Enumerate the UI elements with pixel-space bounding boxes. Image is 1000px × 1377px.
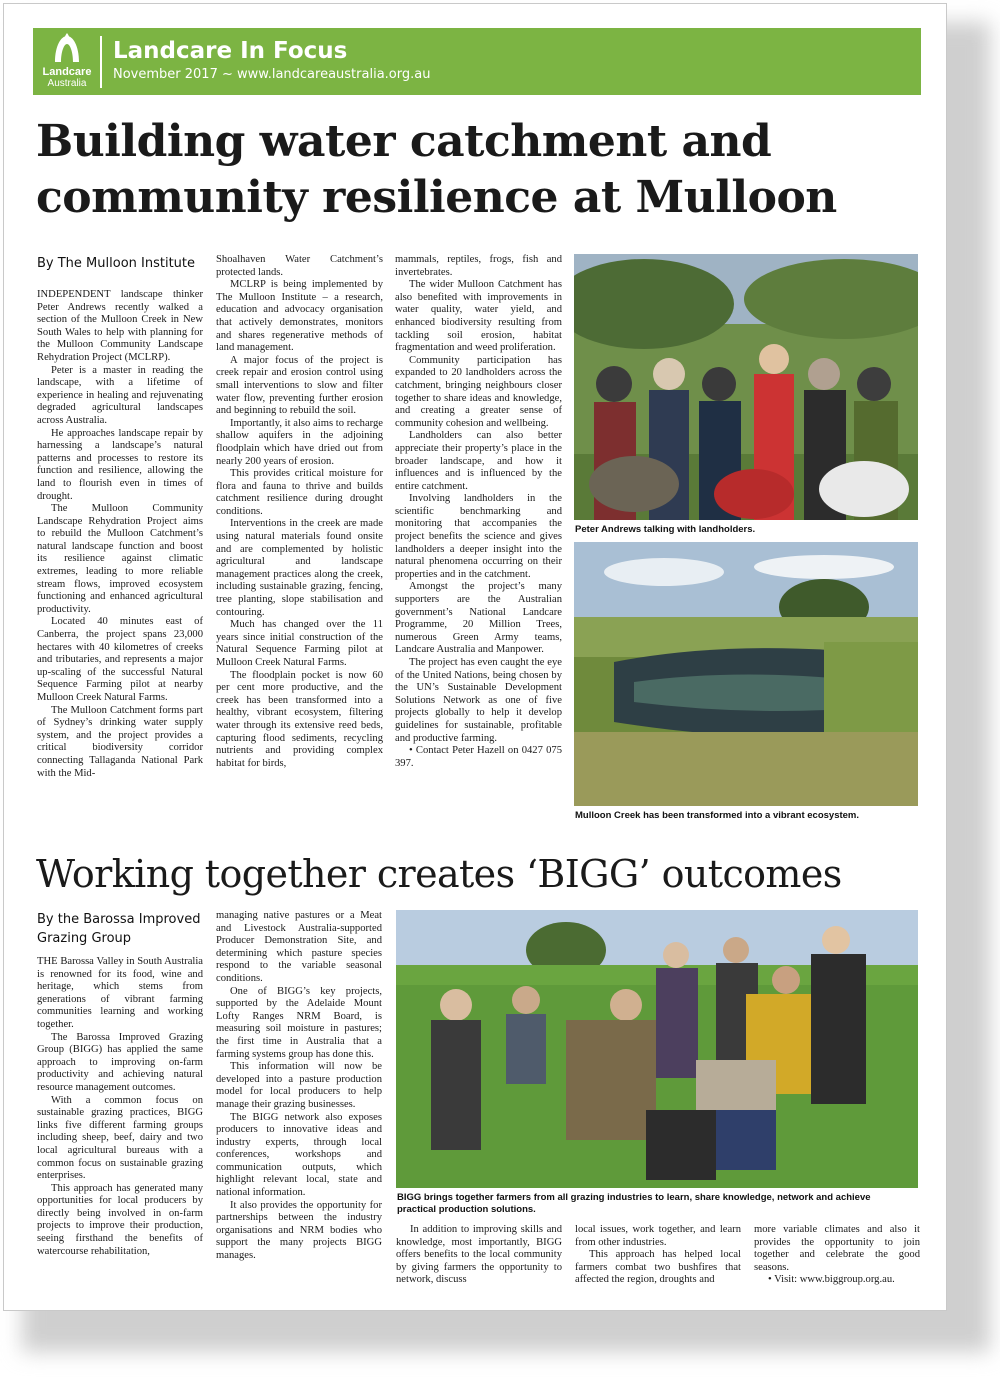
- paragraph: Amongst the project’s many supporters are the Australian government’s National Landcare Programme, 20 Million Trees, numerous Green Army teams, Landcare Australia and Manpower.: [395, 581, 562, 656]
- article2-byline: [37, 910, 200, 948]
- paragraph: With a common focus on sustainable grazing practices, BIGG links five different farming groups including sheep, beef, dairy and two local agricultural bureaus with a common focus on sustainable grazing enterprises.: [37, 1094, 203, 1182]
- paragraph: local issues, work together, and learn from other industries.: [575, 1224, 741, 1248]
- paragraph: Peter is a master in reading the landscape, with a lifetime of experience in healing and rejuvenating degraded agricultural landscapes across Australia.: [37, 364, 203, 426]
- landcare-logo-icon: [52, 32, 82, 64]
- paragraph: The Mulloon Community Landscape Rehydration Project aims to rebuild the Mulloon Catchment’s natural landscape function and boost its resilience against climatic extremes, leading to more reliable stream flows, improved ecosystem functioning and enhanced agricultural productivity.: [37, 503, 203, 615]
- paragraph: This provides critical moisture for flora and fauna to thrive and builds catchment resilience during drought conditions.: [216, 468, 383, 517]
- paragraph: Importantly, it also aims to recharge shallow aquifers in the adjoining floodplain which have dried out from nearly 200 years of erosion.: [216, 417, 383, 467]
- article2-headline: Working together creates ‘BIGG’ outcomes: [36, 852, 842, 896]
- paragraph: He approaches landscape repair by harnessing a landscape’s natural patterns and processes to restore its function and resilience, allowing the land to flourish even in times of drought.: [37, 427, 203, 502]
- paragraph: INDEPENDENT landscape thinker Peter Andrews recently walked a section of the Mulloon Creek in New South Wales to help with planning for the Mulloon Community Landscape Rehydration Project (MCLRP).: [37, 289, 203, 363]
- article2-byline-line2: Grazing Group: [37, 931, 132, 946]
- article2-column-1: [37, 956, 203, 1292]
- paragraph: A major focus of the project is creek repair and erosion control using small interventions to slow and filter water flow, preventing further erosion and beginning to rebuild the soil.: [216, 354, 383, 417]
- paragraph: MCLRP is being implemented by The Mulloon Institute – a research, education and advocacy organisation that actively demonstrates, monitors and shares regenerative methods of land management.: [216, 279, 383, 354]
- banner-divider: [100, 36, 102, 88]
- paragraph: mammals, reptiles, frogs, fish and invertebrates.: [395, 254, 562, 278]
- paragraph: Shoalhaven Water Catchment’s protected lands.: [216, 254, 383, 278]
- paragraph: This information will now be developed into a pasture production model for local producers to help manage their grazing businesses.: [216, 1061, 382, 1110]
- paragraph: The Mulloon Catchment forms part of Sydney’s drinking water supply system, and the project provides a critical biodiversity corridor connecting Tallaganda National Park with the Mid-: [37, 704, 203, 779]
- paragraph: Landholders can also better appreciate their property’s place in the broader landscape, and how it influences and is influenced by the entire catchment.: [395, 430, 562, 492]
- photo-peter-andrews-landholders: [574, 254, 918, 520]
- photo-bigg-farmers: [396, 910, 918, 1188]
- paragraph: One of BIGG’s key projects, supported by the Adelaide Mount Lofty Ranges NRM Board, is measuring soil moisture in pastures; the first time in Australia that a farming systems group has done this.: [216, 985, 382, 1060]
- paragraph: It also provides the opportunity for partnerships between the industry organisations and NRM bodies who support the many projects BIGG manages.: [216, 1199, 382, 1262]
- paragraph: THE Barossa Valley in South Australia is renowned for its food, wine and heritage, which stems from generations of vibrant farming communities learning and working together.: [37, 956, 203, 1030]
- article2-column-4: [575, 1224, 741, 1292]
- landcare-logo: [40, 32, 92, 92]
- paragraph: Involving landholders in the scientific benchmarking and monitoring that accompanies the project benefits the science and gives landholders a deeper insight into the natural phenomena occurring on their properties and in the catchment.: [395, 493, 562, 580]
- paragraph: managing native pastures or a Meat and Livestock Australia-supported Producer Demonstration Site, and determining which pasture species respond to the variable seasonal conditions.: [216, 910, 382, 984]
- article2-column-5: [754, 1224, 920, 1292]
- article2-column-3: [396, 1224, 562, 1292]
- paragraph: The floodplain pocket is now 60 per cent more productive, and the creek has been transformed into a healthy, vibrant ecosystem, filtering water through its extensive reed beds, capturing flood sediments, recycling nutrients and providing complex habitat for birds,: [216, 669, 383, 769]
- paragraph: • Visit: www.biggroup.org.au.: [768, 1274, 895, 1286]
- header-banner: [33, 28, 921, 95]
- paragraph: The project has even caught the eye of the United Nations, being chosen by the UN’s Sustainable Development Solutions Network as one of five projects globally to help it develop guidelines for sustainable, profitable and productive farming.: [395, 657, 562, 744]
- paragraph: The wider Mulloon Catchment has also benefited with improvements in water quality, water yield, and enhanced biodiversity resulting from tackling soil erosion, habitat fragmentation and weed proliferation.: [395, 279, 562, 354]
- photo3-caption: BIGG brings together farmers from all grazing industries to learn, share knowledge, network and achieve practical production solutions.: [397, 1192, 871, 1215]
- article1-column-2: [216, 254, 383, 827]
- photo1-caption: Peter Andrews talking with landholders.: [575, 524, 756, 535]
- article1-byline: By The Mulloon Institute: [37, 256, 195, 271]
- article1-column-1: [37, 289, 203, 827]
- paragraph: Located 40 minutes east of Canberra, the project spans 23,000 hectares with 40 kilometres of creeks and tributaries, and represents a major up-scaling of the successful Natural Sequence Farming pilot at nearby Mulloon Creek Natural Farms.: [37, 616, 203, 703]
- logo-name: Landcare: [42, 66, 92, 78]
- newspaper-page: [3, 3, 947, 1311]
- article2-column-2: [216, 910, 382, 1292]
- paragraph: Community participation has expanded to 20 landholders across the catchment, bringing neighbours closer together to share ideas and knowledge, and creating a greater sense of community cohesion and wellbeing.: [395, 354, 562, 429]
- paragraph: The Barossa Improved Grazing Group (BIGG) has applied the same approach to improving on-farm productivity and achieving natural resource management outcomes.: [37, 1031, 203, 1093]
- article1-column-3: [395, 254, 562, 827]
- article2-byline-line1: By the Barossa Improved: [37, 912, 201, 927]
- photo2-caption: Mulloon Creek has been transformed into a vibrant ecosystem.: [575, 810, 860, 821]
- article1-headline: Building water catchment and community resilience at Mulloon: [36, 116, 837, 223]
- paragraph: more variable climates and also it provides the opportunity to join together and celebrate the good seasons.: [754, 1224, 920, 1273]
- paragraph: The BIGG network also exposes producers to innovative ideas and industry experts, through local conferences, workshops and communication outputs, which highlight relevant local, state and national information.: [216, 1111, 382, 1199]
- logo-subtitle: Australia: [47, 78, 87, 89]
- paragraph: Much has changed over the 11 years since initial construction of the Natural Sequence Farming pilot at Mulloon Creek Natural Farms.: [216, 619, 383, 668]
- banner-subtitle: November 2017 ~ www.landcareaustralia.org.au: [113, 67, 431, 82]
- paragraph: This approach has generated many opportunities for local producers by directly being involved in on-farm projects to improve their production, seeing firsthand the benefits of watercourse rehabilitation,: [37, 1182, 203, 1257]
- paragraph: This approach has helped local farmers combat two bushfires that affected the region, droughts and: [575, 1249, 741, 1286]
- banner-title: Landcare In Focus: [113, 38, 348, 64]
- paragraph: • Contact Peter Hazell on 0427 075 397.: [395, 745, 562, 769]
- paragraph: In addition to improving skills and knowledge, most importantly, BIGG offers benefits to the local community by giving farmers the opportunity to network, discuss: [396, 1224, 562, 1286]
- paragraph: Interventions in the creek are made using natural materials found onsite and are complemented by holistic agricultural and landscape management practices along the creek, including sustainable grazing, fencing, tree planting, slope stabilisation and contouring.: [216, 518, 383, 618]
- photo-mulloon-creek: [574, 542, 918, 806]
